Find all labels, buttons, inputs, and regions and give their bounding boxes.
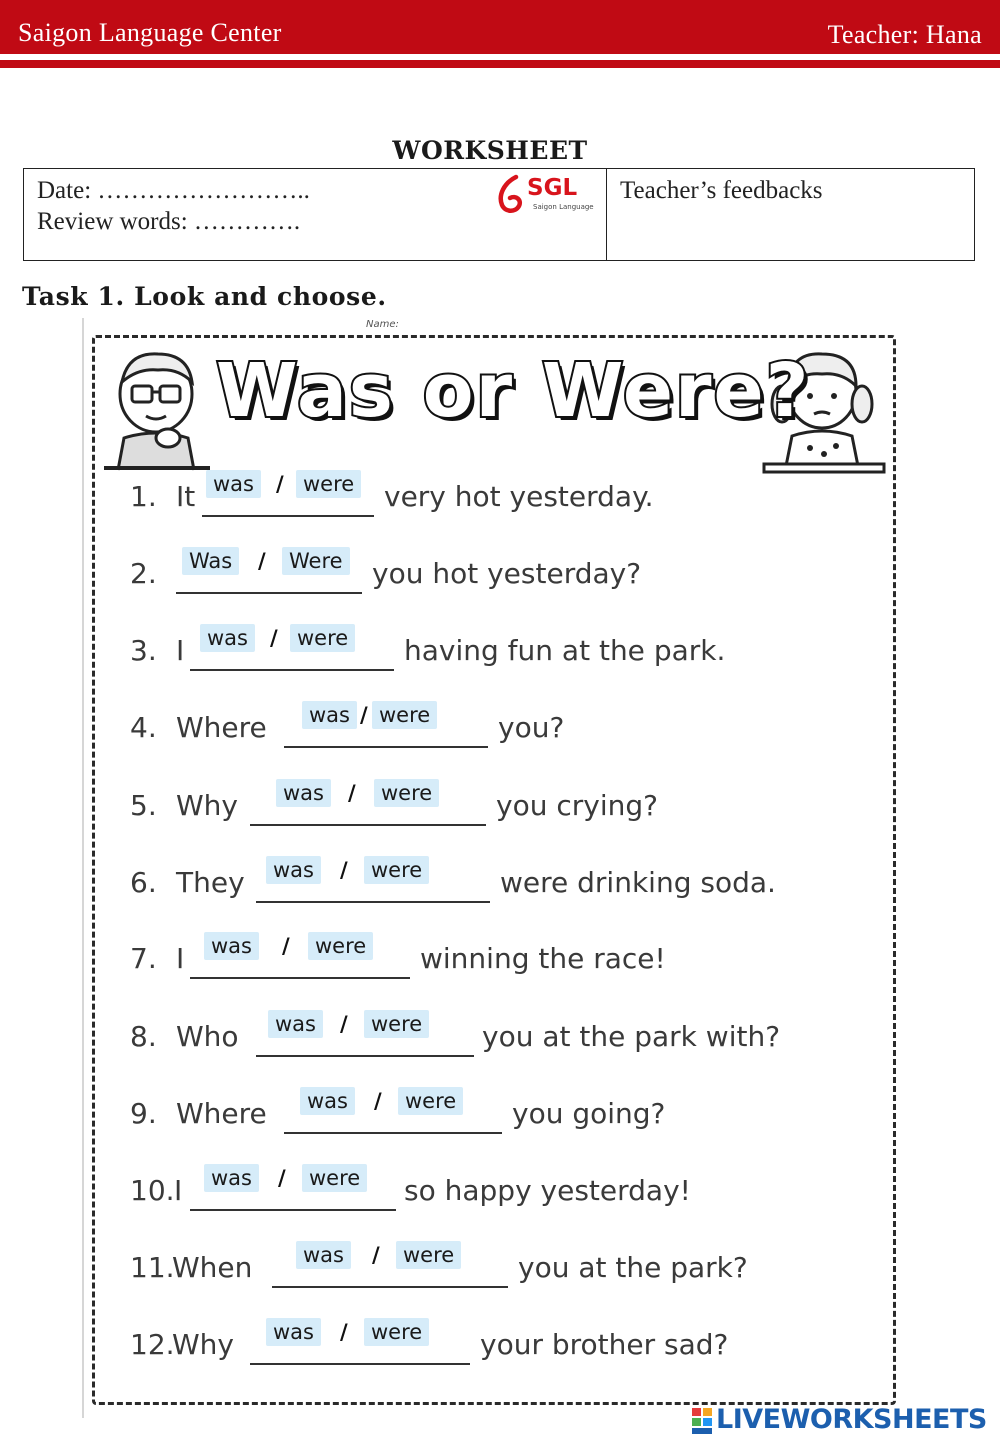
option-was[interactable]: was (200, 624, 255, 652)
logo-subtitle: Saigon Language (533, 203, 594, 211)
option-separator: / (372, 1243, 380, 1267)
option-separator: / (270, 626, 278, 650)
sgl-logo (494, 173, 594, 217)
option-separator: / (276, 472, 284, 496)
option-separator: / (282, 934, 290, 958)
logo-text: SGL (527, 175, 578, 201)
question-prefix: Who (176, 1020, 239, 1053)
task-title: Task 1. Look and choose. (22, 282, 387, 311)
thinking-boy-illustration (98, 342, 218, 472)
option-separator: / (258, 549, 266, 573)
question-prefix: I (176, 634, 185, 667)
option-were[interactable]: were (396, 1241, 461, 1269)
option-separator: / (340, 1320, 348, 1344)
question-number: 4. (130, 711, 157, 744)
option-was[interactable]: was (300, 1087, 355, 1115)
option-were[interactable]: were (364, 1318, 429, 1346)
option-were[interactable]: were (296, 470, 361, 498)
name-label: Name: (366, 319, 399, 330)
sheet-edge (82, 318, 84, 1418)
option-was[interactable]: was (266, 1318, 321, 1346)
answer-blank (190, 669, 394, 671)
option-was[interactable]: was (276, 779, 331, 807)
question-suffix: you crying? (496, 789, 658, 822)
question-prefix: When (172, 1251, 253, 1284)
option-was[interactable]: was (266, 856, 321, 884)
question-suffix: were drinking soda. (500, 866, 776, 899)
center-name: Saigon Language Center (18, 18, 282, 47)
question-prefix: They (176, 866, 245, 899)
question-prefix: I (176, 942, 185, 975)
question-number: 8. (130, 1020, 157, 1053)
question-suffix: you going? (512, 1097, 666, 1130)
worksheet-image (80, 318, 912, 1422)
question-number: 10. (130, 1174, 175, 1207)
question-number: 9. (130, 1097, 157, 1130)
liveworksheets-icon (692, 1406, 714, 1436)
answer-blank (202, 515, 374, 517)
question-number: 1. (130, 480, 157, 513)
option-were[interactable]: were (364, 1010, 429, 1038)
question-number: 3. (130, 634, 157, 667)
option-separator: / (348, 781, 356, 805)
option-separator: / (360, 703, 368, 727)
option-were[interactable]: Were (282, 547, 350, 575)
header-band (0, 0, 1000, 54)
answer-blank (256, 1055, 474, 1057)
option-were[interactable]: were (302, 1164, 367, 1192)
option-was[interactable]: was (268, 1010, 323, 1038)
question-prefix: Why (172, 1328, 235, 1361)
question-number: 12. (130, 1328, 175, 1361)
question-number: 2. (130, 557, 157, 590)
question-number: 7. (130, 942, 157, 975)
was-or-were-heading: Was or Were? (216, 348, 811, 434)
worksheet-title: WORKSHEET (392, 136, 588, 165)
option-were[interactable]: were (372, 701, 437, 729)
option-was[interactable]: was (204, 1164, 259, 1192)
question-number: 5. (130, 789, 157, 822)
option-separator: / (340, 1012, 348, 1036)
question-number: 6. (130, 866, 157, 899)
question-suffix: so happy yesterday! (404, 1174, 691, 1207)
header-divider (0, 60, 1000, 68)
option-was[interactable]: was (204, 932, 259, 960)
date-field: Date: …………………….. (37, 177, 310, 204)
teacher-feedback-label: Teacher’s feedbacks (620, 177, 823, 204)
option-were[interactable]: were (364, 856, 429, 884)
liveworksheets-logo (692, 1404, 992, 1438)
question-suffix: you hot yesterday? (372, 557, 642, 590)
option-were[interactable]: were (398, 1087, 463, 1115)
review-words-field: Review words: …………. (37, 208, 301, 235)
answer-blank (176, 592, 362, 594)
question-suffix: very hot yesterday. (384, 480, 654, 513)
option-separator: / (374, 1089, 382, 1113)
answer-blank (272, 1286, 508, 1288)
sgl-swirl-icon (494, 173, 528, 217)
option-were[interactable]: were (374, 779, 439, 807)
answer-blank (250, 824, 486, 826)
option-separator: / (340, 858, 348, 882)
liveworksheets-text: LIVEWORKSHEETS (716, 1404, 987, 1435)
question-suffix: you at the park? (518, 1251, 748, 1284)
question-prefix: It (176, 480, 196, 513)
question-suffix: having fun at the park. (404, 634, 726, 667)
answer-blank (256, 901, 490, 903)
answer-blank (284, 1132, 502, 1134)
option-was[interactable]: Was (182, 547, 239, 575)
question-prefix: Why (176, 789, 239, 822)
option-were[interactable]: were (290, 624, 355, 652)
question-prefix: Where (176, 1097, 267, 1130)
teacher-name: Teacher: Hana (827, 20, 982, 49)
question-suffix: you? (498, 711, 565, 744)
question-prefix: I (174, 1174, 183, 1207)
question-suffix: your brother sad? (480, 1328, 729, 1361)
question-number: 11. (130, 1251, 175, 1284)
question-suffix: winning the race! (420, 942, 666, 975)
answer-blank (250, 1363, 470, 1365)
option-was[interactable]: was (296, 1241, 351, 1269)
question-prefix: Where (176, 711, 267, 744)
info-table (23, 168, 975, 261)
option-separator: / (278, 1166, 286, 1190)
answer-blank (190, 977, 410, 979)
info-left-cell (24, 169, 607, 260)
answer-blank (284, 746, 488, 748)
option-were[interactable]: were (308, 932, 373, 960)
answer-blank (190, 1209, 396, 1211)
option-was[interactable]: was (206, 470, 261, 498)
option-was[interactable]: was (302, 701, 357, 729)
question-suffix: you at the park with? (482, 1020, 781, 1053)
